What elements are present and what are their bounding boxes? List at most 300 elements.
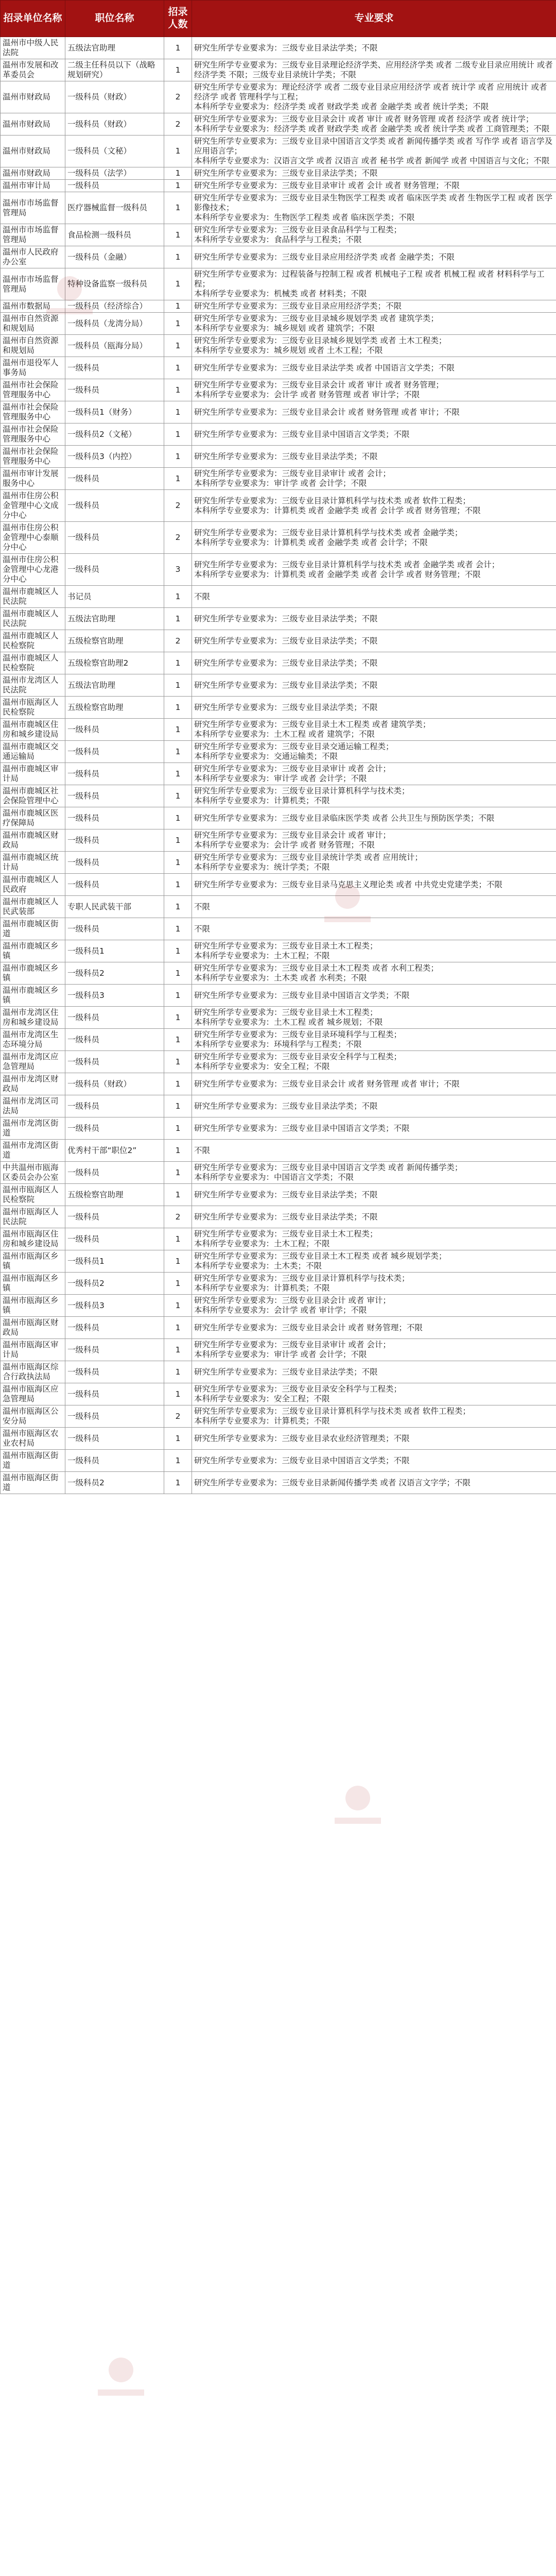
count-cell: 1 xyxy=(164,423,192,446)
requirement-cell xyxy=(192,1405,556,1428)
unit-cell: 温州市瓯海区人民法院 xyxy=(1,1206,65,1228)
position-cell: 一级科员 xyxy=(65,357,164,379)
requirement-cell xyxy=(192,1317,556,1339)
requirement-line: 本科所学专业要求为：土木工程；不限 xyxy=(194,1239,330,1248)
table-row xyxy=(1,379,556,401)
table-row xyxy=(1,829,556,852)
table-row xyxy=(1,423,556,446)
requirement-line: 研究生所学专业要求为：三级专业目录土木工程类 或者 城乡规划学类； xyxy=(194,1251,447,1261)
table-row xyxy=(1,1383,556,1405)
requirement-cell xyxy=(192,379,556,401)
count-cell: 2 xyxy=(164,1206,192,1228)
requirement-line: 研究生所学专业要求为：三级专业目录土木工程类 或者 水利工程类； xyxy=(194,963,439,973)
requirement-cell xyxy=(192,586,556,608)
requirement-line: 研究生所学专业要求为：三级专业目录应用经济学类 或者 金融学类；不限 xyxy=(194,252,455,262)
count-cell: 1 xyxy=(164,335,192,357)
requirement-line: 研究生所学专业要求为：三级专业目录会计 或者 审计； xyxy=(194,831,391,840)
position-cell: 一级科员2 xyxy=(65,962,164,985)
requirement-cell xyxy=(192,674,556,697)
position-cell: 一级科员 xyxy=(65,1450,164,1472)
requirement-cell xyxy=(192,1273,556,1295)
requirement-line: 本科所学专业要求为：计算机类 或者 金融学类 或者 会计学 或者 财务管理；不限 xyxy=(194,569,481,579)
unit-cell: 温州市瓯海区乡镇 xyxy=(1,1273,65,1295)
requirement-line: 研究生所学专业要求为：三级专业目录会计 或者 审计 或者 财务管理； xyxy=(194,380,444,389)
position-cell: 特种设备监察一级科员 xyxy=(65,268,164,300)
requirement-line: 研究生所学专业要求为：三级专业目录中国语言文学类；不限 xyxy=(194,1455,410,1465)
table-row xyxy=(1,741,556,763)
unit-cell: 温州市龙湾区街道 xyxy=(1,1117,65,1140)
requirement-cell xyxy=(192,1117,556,1140)
table-row xyxy=(1,59,556,81)
requirement-line: 研究生所学专业要求为：三级专业目录安全科学与工程类； xyxy=(194,1384,402,1394)
requirement-line: 研究生所学专业要求为：三级专业目录法学类；不限 xyxy=(194,658,378,668)
unit-cell: 温州市鹿城区社会保险管理中心 xyxy=(1,785,65,807)
table-row xyxy=(1,1117,556,1140)
count-cell: 1 xyxy=(164,167,192,180)
requirement-cell xyxy=(192,608,556,630)
position-cell: 一级科员3 xyxy=(65,1295,164,1317)
table-row xyxy=(1,1228,556,1250)
count-cell: 2 xyxy=(164,81,192,113)
requirement-cell xyxy=(192,829,556,852)
position-cell: 五级法官助理 xyxy=(65,37,164,59)
requirement-line: 本科所学专业要求为：会计学 或者 审计学；不限 xyxy=(194,1306,367,1315)
count-cell: 1 xyxy=(164,1117,192,1140)
count-cell: 1 xyxy=(164,896,192,918)
requirement-line: 研究生所学专业要求为：三级专业目录会计 或者 财务管理 或者 审计；不限 xyxy=(194,407,460,417)
table-row xyxy=(1,1405,556,1428)
requirement-cell xyxy=(192,224,556,246)
requirement-cell xyxy=(192,652,556,674)
unit-cell: 温州市瓯海区人民检察院 xyxy=(1,1184,65,1206)
count-cell: 1 xyxy=(164,59,192,81)
requirement-line: 本科所学专业要求为：审计学 或者 会计学；不限 xyxy=(194,1350,367,1359)
unit-cell: 温州市瓯海区综合行政执法局 xyxy=(1,1361,65,1383)
table-header-row xyxy=(1,1,556,37)
table-row xyxy=(1,962,556,985)
unit-cell: 温州市龙湾区生态环境分局 xyxy=(1,1029,65,1051)
table-row xyxy=(1,401,556,423)
position-cell: 一级科员（瓯海分局） xyxy=(65,335,164,357)
table-row xyxy=(1,180,556,192)
watermark-logo xyxy=(319,1777,396,1834)
requirement-line: 不限 xyxy=(194,591,211,601)
table-row xyxy=(1,113,556,135)
position-cell: 一级科员 xyxy=(65,554,164,586)
requirement-line: 本科所学专业要求为：计算机类；不限 xyxy=(194,1416,330,1426)
table-row xyxy=(1,1295,556,1317)
table-row xyxy=(1,1007,556,1029)
watermark-logo xyxy=(82,2349,160,2406)
requirement-cell xyxy=(192,1095,556,1117)
position-cell: 一级科员1 xyxy=(65,1250,164,1273)
count-cell: 1 xyxy=(164,1162,192,1184)
header-position: 职位名称 xyxy=(65,1,164,37)
table-row xyxy=(1,490,556,522)
requirement-cell xyxy=(192,1383,556,1405)
position-cell: 优秀村干部“职位2” xyxy=(65,1140,164,1162)
unit-cell: 温州市退役军人事务局 xyxy=(1,357,65,379)
count-cell: 2 xyxy=(164,490,192,522)
requirement-line: 研究生所学专业要求为：三级专业目录计算机科学与技术类； xyxy=(194,786,410,795)
requirement-cell xyxy=(192,246,556,268)
table-row xyxy=(1,630,556,652)
table-row xyxy=(1,268,556,300)
requirement-line: 研究生所学专业要求为：三级专业目录审计 或者 会计 或者 财务管理；不限 xyxy=(194,181,460,190)
count-cell: 1 xyxy=(164,1273,192,1295)
requirement-line: 研究生所学专业要求为：三级专业目录中国语言文学类；不限 xyxy=(194,1123,410,1133)
unit-cell: 温州市鹿城区审计局 xyxy=(1,763,65,785)
requirement-cell xyxy=(192,59,556,81)
position-cell: 一级科员 xyxy=(65,1428,164,1450)
table-row xyxy=(1,652,556,674)
requirement-line: 研究生所学专业要求为：三级专业目录计算机科学与技术类； xyxy=(194,1274,410,1283)
table-row xyxy=(1,985,556,1007)
requirement-line: 本科所学专业要求为：交通运输类；不限 xyxy=(194,752,338,761)
position-cell: 一级科员 xyxy=(65,785,164,807)
requirement-line: 研究生所学专业要求为：三级专业目录审计 或者 会计； xyxy=(194,1340,391,1349)
table-row xyxy=(1,1029,556,1051)
unit-cell: 温州市社会保险管理服务中心 xyxy=(1,446,65,468)
unit-cell: 温州市瓯海区财政局 xyxy=(1,1317,65,1339)
requirement-line: 研究生所学专业要求为：三级专业目录交通运输工程类； xyxy=(194,742,394,751)
count-cell: 1 xyxy=(164,1428,192,1450)
position-cell: 一级科员（龙湾分局） xyxy=(65,313,164,335)
requirement-cell xyxy=(192,490,556,522)
requirement-line: 本科所学专业要求为：经济学类 或者 财政学类 或者 金融学类 或者 统计学类；不限 xyxy=(194,102,489,111)
requirement-cell xyxy=(192,1029,556,1051)
position-cell: 一级科员 xyxy=(65,490,164,522)
requirement-line: 本科所学专业要求为：统计学类；不限 xyxy=(194,862,330,872)
requirement-line: 不限 xyxy=(194,1145,211,1155)
position-cell: 一级科员2 xyxy=(65,1472,164,1494)
requirement-line: 研究生所学专业要求为：三级专业目录法学类；不限 xyxy=(194,1101,378,1111)
position-cell: 一级科员 xyxy=(65,1361,164,1383)
requirement-line: 研究生所学专业要求为：三级专业目录审计 或者 会计； xyxy=(194,469,391,478)
count-cell: 1 xyxy=(164,300,192,313)
table-row xyxy=(1,192,556,224)
position-cell: 一级科员2 xyxy=(65,1273,164,1295)
position-cell: 五级检察官助理 xyxy=(65,1184,164,1206)
requirement-line: 研究生所学专业要求为：三级专业目录法学类；不限 xyxy=(194,168,378,178)
requirement-cell xyxy=(192,807,556,829)
requirement-cell xyxy=(192,313,556,335)
unit-cell: 温州市财政局 xyxy=(1,113,65,135)
unit-cell: 温州市瓯海区公安分局 xyxy=(1,1405,65,1428)
unit-cell: 温州市鹿城区人民法院 xyxy=(1,608,65,630)
requirement-line: 本科所学专业要求为：经济学类 或者 财政学类 或者 金融学类 或者 统计学类 或者 工商管理类；不限 xyxy=(194,124,550,133)
requirement-line: 研究生所学专业要求为：三级专业目录法学类；不限 xyxy=(194,1190,378,1199)
count-cell: 1 xyxy=(164,1095,192,1117)
table-row xyxy=(1,896,556,918)
count-cell: 1 xyxy=(164,852,192,874)
position-cell: 一级科员 xyxy=(65,807,164,829)
requirement-line: 本科所学专业要求为：土木工程 或者 城乡规划；不限 xyxy=(194,1018,383,1027)
count-cell: 1 xyxy=(164,446,192,468)
requirement-cell xyxy=(192,1184,556,1206)
unit-cell: 温州市鹿城区财政局 xyxy=(1,829,65,852)
table-row xyxy=(1,1273,556,1295)
requirement-cell xyxy=(192,180,556,192)
requirement-cell xyxy=(192,113,556,135)
requirement-line: 研究生所学专业要求为：三级专业目录临床医学类 或者 公共卫生与预防医学类；不限 xyxy=(194,813,495,823)
requirement-line: 本科所学专业要求为：会计学 或者 财务管理 或者 审计学；不限 xyxy=(194,390,420,399)
requirement-line: 研究生所学专业要求为：三级专业目录计算机科学与技术类 或者 金融学类； xyxy=(194,528,463,537)
count-cell: 1 xyxy=(164,586,192,608)
position-cell: 一级科员 xyxy=(65,763,164,785)
table-row xyxy=(1,300,556,313)
requirement-cell xyxy=(192,1472,556,1494)
requirement-line: 研究生所学专业要求为：三级专业目录会计 或者 财务管理 或者 审计；不限 xyxy=(194,1079,460,1089)
unit-cell: 温州市人民政府办公室 xyxy=(1,246,65,268)
position-cell: 一级科员1 xyxy=(65,940,164,962)
requirement-cell xyxy=(192,1228,556,1250)
count-cell: 1 xyxy=(164,401,192,423)
position-cell: 一级科员 xyxy=(65,522,164,554)
count-cell: 1 xyxy=(164,1051,192,1073)
position-cell: 一级科员（经济综合） xyxy=(65,300,164,313)
unit-cell: 温州市住房公积金管理中心泰顺分中心 xyxy=(1,522,65,554)
position-cell: 一级科员 xyxy=(65,1029,164,1051)
requirement-line: 本科所学专业要求为：城乡规划 或者 土木工程；不限 xyxy=(194,346,383,355)
requirement-cell xyxy=(192,1450,556,1472)
requirement-cell xyxy=(192,697,556,719)
count-cell: 3 xyxy=(164,554,192,586)
requirement-cell xyxy=(192,401,556,423)
requirement-cell xyxy=(192,446,556,468)
unit-cell: 温州市鹿城区医疗保障局 xyxy=(1,807,65,829)
requirement-cell xyxy=(192,630,556,652)
requirement-line: 研究生所学专业要求为：三级专业目录马克思主义理论类 或者 中共党史党建学类；不限 xyxy=(194,879,502,889)
position-cell: 一级科员3 xyxy=(65,985,164,1007)
count-cell: 1 xyxy=(164,807,192,829)
requirement-cell xyxy=(192,468,556,490)
requirement-line: 研究生所学专业要求为：三级专业目录中国语言文学类 或者 新闻传播学类； xyxy=(194,1163,463,1172)
requirement-line: 研究生所学专业要求为：三级专业目录应用经济学类；不限 xyxy=(194,301,402,311)
count-cell: 1 xyxy=(164,313,192,335)
table-row xyxy=(1,1317,556,1339)
unit-cell: 温州市市场监督管理局 xyxy=(1,224,65,246)
position-cell: 一级科员 xyxy=(65,180,164,192)
position-cell: 一级科员2（文秘） xyxy=(65,423,164,446)
requirement-line: 研究生所学专业要求为：三级专业目录中国语言文学类 或者 新闻传播学类 或者 写作学 或者 语言学及应用语言学； xyxy=(194,137,553,156)
table-row xyxy=(1,586,556,608)
unit-cell: 温州市鹿城区人民武装部 xyxy=(1,896,65,918)
count-cell: 1 xyxy=(164,1184,192,1206)
position-cell: 一级科员（文秘） xyxy=(65,135,164,167)
requirement-line: 研究生所学专业要求为：三级专业目录会计 或者 审计 或者 财务管理 或者 经济学 或者 统计学； xyxy=(194,114,534,124)
unit-cell: 温州市数据局 xyxy=(1,300,65,313)
requirement-line: 不限 xyxy=(194,902,211,911)
table-row xyxy=(1,446,556,468)
unit-cell: 温州市市场监督管理局 xyxy=(1,192,65,224)
count-cell: 1 xyxy=(164,1073,192,1095)
position-cell: 一级科员 xyxy=(65,719,164,741)
requirement-line: 研究生所学专业要求为：三级专业目录生物医学工程类 或者 临床医学类 或者 生物医学工程 或者 医学影像技术； xyxy=(194,193,553,212)
unit-cell: 温州市瓯海区乡镇 xyxy=(1,1250,65,1273)
unit-cell: 温州市社会保险管理服务中心 xyxy=(1,423,65,446)
position-cell: 一级科员 xyxy=(65,468,164,490)
position-cell: 一级科员 xyxy=(65,852,164,874)
count-cell: 2 xyxy=(164,522,192,554)
position-cell: 食品检测一级科员 xyxy=(65,224,164,246)
position-cell: 书记员 xyxy=(65,586,164,608)
position-cell: 五级检察官助理 xyxy=(65,697,164,719)
requirement-cell xyxy=(192,1428,556,1450)
requirement-line: 研究生所学专业要求为：三级专业目录安全科学与工程类； xyxy=(194,1052,402,1061)
requirement-line: 研究生所学专业要求为：三级专业目录法学类 或者 中国语言文学类；不限 xyxy=(194,363,455,372)
unit-cell: 温州市瓯海区人民检察院 xyxy=(1,697,65,719)
requirement-line: 研究生所学专业要求为：三级专业目录计算机科学与技术类 或者 软件工程类； xyxy=(194,1406,471,1416)
unit-cell: 温州市中级人民法院 xyxy=(1,37,65,59)
unit-cell: 温州市鹿城区乡镇 xyxy=(1,940,65,962)
table-row xyxy=(1,167,556,180)
requirement-line: 研究生所学专业要求为：三级专业目录土木工程类； xyxy=(194,1229,378,1239)
requirement-cell xyxy=(192,1162,556,1184)
header-unit: 招录单位名称 xyxy=(1,1,65,37)
requirement-cell xyxy=(192,1007,556,1029)
count-cell: 1 xyxy=(164,697,192,719)
table-row xyxy=(1,1361,556,1383)
unit-cell: 温州市瓯海区住房和城乡建设局 xyxy=(1,1228,65,1250)
count-cell: 1 xyxy=(164,1383,192,1405)
requirement-line: 本科所学专业要求为：会计学 或者 财务管理；不限 xyxy=(194,840,375,850)
requirement-line: 研究生所学专业要求为：三级专业目录中国语言文学类；不限 xyxy=(194,429,410,439)
requirement-cell xyxy=(192,1140,556,1162)
position-cell: 一级科员 xyxy=(65,741,164,763)
requirement-cell xyxy=(192,1051,556,1073)
count-cell: 1 xyxy=(164,918,192,940)
table-row xyxy=(1,1051,556,1073)
requirement-line: 研究生所学专业要求为：三级专业目录城乡规划学类 或者 土木工程类； xyxy=(194,336,447,345)
count-cell: 1 xyxy=(164,874,192,896)
requirement-line: 研究生所学专业要求为：三级专业目录统计学类 或者 应用统计； xyxy=(194,853,423,862)
unit-cell: 温州市鹿城区街道 xyxy=(1,918,65,940)
unit-cell: 温州市瓯海区审计局 xyxy=(1,1339,65,1361)
unit-cell: 温州市瓯海区街道 xyxy=(1,1450,65,1472)
position-cell: 一级科员 xyxy=(65,1051,164,1073)
count-cell: 1 xyxy=(164,1317,192,1339)
requirement-cell xyxy=(192,335,556,357)
requirement-cell xyxy=(192,357,556,379)
requirement-cell xyxy=(192,1206,556,1228)
unit-cell: 温州市住房公积金管理中心龙港分中心 xyxy=(1,554,65,586)
count-cell: 1 xyxy=(164,468,192,490)
table-row xyxy=(1,1073,556,1095)
position-cell: 专职人民武装干部 xyxy=(65,896,164,918)
unit-cell: 温州市龙湾区应急管理局 xyxy=(1,1051,65,1073)
position-cell: 五级检察官助理 xyxy=(65,630,164,652)
table-row xyxy=(1,1162,556,1184)
requirement-cell xyxy=(192,522,556,554)
count-cell: 1 xyxy=(164,224,192,246)
requirement-cell xyxy=(192,719,556,741)
header-count: 招录人数 xyxy=(164,1,192,37)
requirement-cell xyxy=(192,940,556,962)
count-cell: 1 xyxy=(164,608,192,630)
requirement-line: 本科所学专业要求为：计算机类 或者 金融学类 或者 会计学；不限 xyxy=(194,537,428,547)
requirement-line: 本科所学专业要求为：城乡规划 或者 建筑学；不限 xyxy=(194,324,375,333)
unit-cell: 温州市财政局 xyxy=(1,167,65,180)
count-cell: 1 xyxy=(164,674,192,697)
requirement-line: 本科所学专业要求为：土木工程；不限 xyxy=(194,951,330,960)
requirement-line: 研究生所学专业要求为：三级专业目录法学类；不限 xyxy=(194,1367,378,1377)
table-row xyxy=(1,522,556,554)
table-row xyxy=(1,335,556,357)
position-cell: 一级科员（财政） xyxy=(65,1073,164,1095)
count-cell: 1 xyxy=(164,357,192,379)
position-cell: 五级法官助理 xyxy=(65,608,164,630)
requirement-line: 本科所学专业要求为：计算机类 或者 金融学类 或者 会计学 或者 财务管理；不限 xyxy=(194,505,481,515)
unit-cell: 温州市发展和改革委员会 xyxy=(1,59,65,81)
position-cell: 一级科员 xyxy=(65,874,164,896)
table-row xyxy=(1,608,556,630)
position-cell: 一级科员 xyxy=(65,1317,164,1339)
requirement-line: 研究生所学专业要求为：三级专业目录环境科学与工程类； xyxy=(194,1030,402,1039)
count-cell: 1 xyxy=(164,719,192,741)
requirement-line: 研究生所学专业要求为：三级专业目录会计 或者 审计； xyxy=(194,1296,391,1305)
requirement-cell xyxy=(192,741,556,763)
unit-cell: 温州市鹿城区乡镇 xyxy=(1,985,65,1007)
requirement-cell xyxy=(192,918,556,940)
unit-cell: 中共温州市瓯海区委员会办公室 xyxy=(1,1162,65,1184)
count-cell: 2 xyxy=(164,113,192,135)
count-cell: 1 xyxy=(164,1472,192,1494)
table-row xyxy=(1,246,556,268)
unit-cell: 温州市财政局 xyxy=(1,81,65,113)
requirement-line: 研究生所学专业要求为：三级专业目录会计 或者 财务管理；不限 xyxy=(194,1323,423,1332)
requirement-line: 研究生所学专业要求为：三级专业目录法学类；不限 xyxy=(194,702,378,712)
count-cell: 1 xyxy=(164,985,192,1007)
unit-cell: 温州市鹿城区乡镇 xyxy=(1,962,65,985)
table-row xyxy=(1,785,556,807)
requirement-line: 本科所学专业要求为：中国语言文学类；不限 xyxy=(194,1173,354,1182)
table-row xyxy=(1,918,556,940)
requirement-cell xyxy=(192,985,556,1007)
unit-cell: 温州市瓯海区乡镇 xyxy=(1,1295,65,1317)
requirement-line: 研究生所学专业要求为：三级专业目录法学类；不限 xyxy=(194,680,378,690)
requirement-line: 研究生所学专业要求为：三级专业目录食品科学与工程类； xyxy=(194,225,402,234)
table-row xyxy=(1,1450,556,1472)
position-cell: 一级科员（法学） xyxy=(65,167,164,180)
position-cell: 一级科员（财政） xyxy=(65,81,164,113)
requirement-line: 研究生所学专业要求为：三级专业目录法学类；不限 xyxy=(194,451,378,461)
requirement-line: 本科所学专业要求为：土木工程 或者 建筑学；不限 xyxy=(194,730,375,739)
requirement-cell xyxy=(192,268,556,300)
position-cell: 一级科员 xyxy=(65,1383,164,1405)
requirement-line: 研究生所学专业要求为：三级专业目录农业经济管理类；不限 xyxy=(194,1433,410,1443)
unit-cell: 温州市瓯海区农业农村局 xyxy=(1,1428,65,1450)
requirement-line: 研究生所学专业要求为：三级专业目录审计 或者 会计； xyxy=(194,764,391,773)
unit-cell: 温州市龙湾区街道 xyxy=(1,1140,65,1162)
count-cell: 1 xyxy=(164,37,192,59)
unit-cell: 温州市瓯海区应急管理局 xyxy=(1,1383,65,1405)
count-cell: 2 xyxy=(164,1405,192,1428)
table-row xyxy=(1,135,556,167)
unit-cell: 温州市龙湾区财政局 xyxy=(1,1073,65,1095)
requirement-line: 本科所学专业要求为：审计学 或者 会计学；不限 xyxy=(194,774,367,783)
requirement-line: 研究生所学专业要求为：过程装备与控制工程 或者 机械电子工程 或者 机械工程 或者 材料科学与工程； xyxy=(194,269,545,289)
position-cell: 一级科员（财政） xyxy=(65,113,164,135)
requirement-line: 研究生所学专业要求为：三级专业目录城乡规划学类 或者 建筑学类； xyxy=(194,314,439,323)
unit-cell: 温州市自然资源和规划局 xyxy=(1,313,65,335)
unit-cell: 温州市鹿城区人民法院 xyxy=(1,586,65,608)
requirement-cell xyxy=(192,962,556,985)
unit-cell: 温州市市场监督管理局 xyxy=(1,268,65,300)
unit-cell: 温州市鹿城区人民检察院 xyxy=(1,630,65,652)
position-cell: 一级科员 xyxy=(65,1007,164,1029)
count-cell: 1 xyxy=(164,1339,192,1361)
